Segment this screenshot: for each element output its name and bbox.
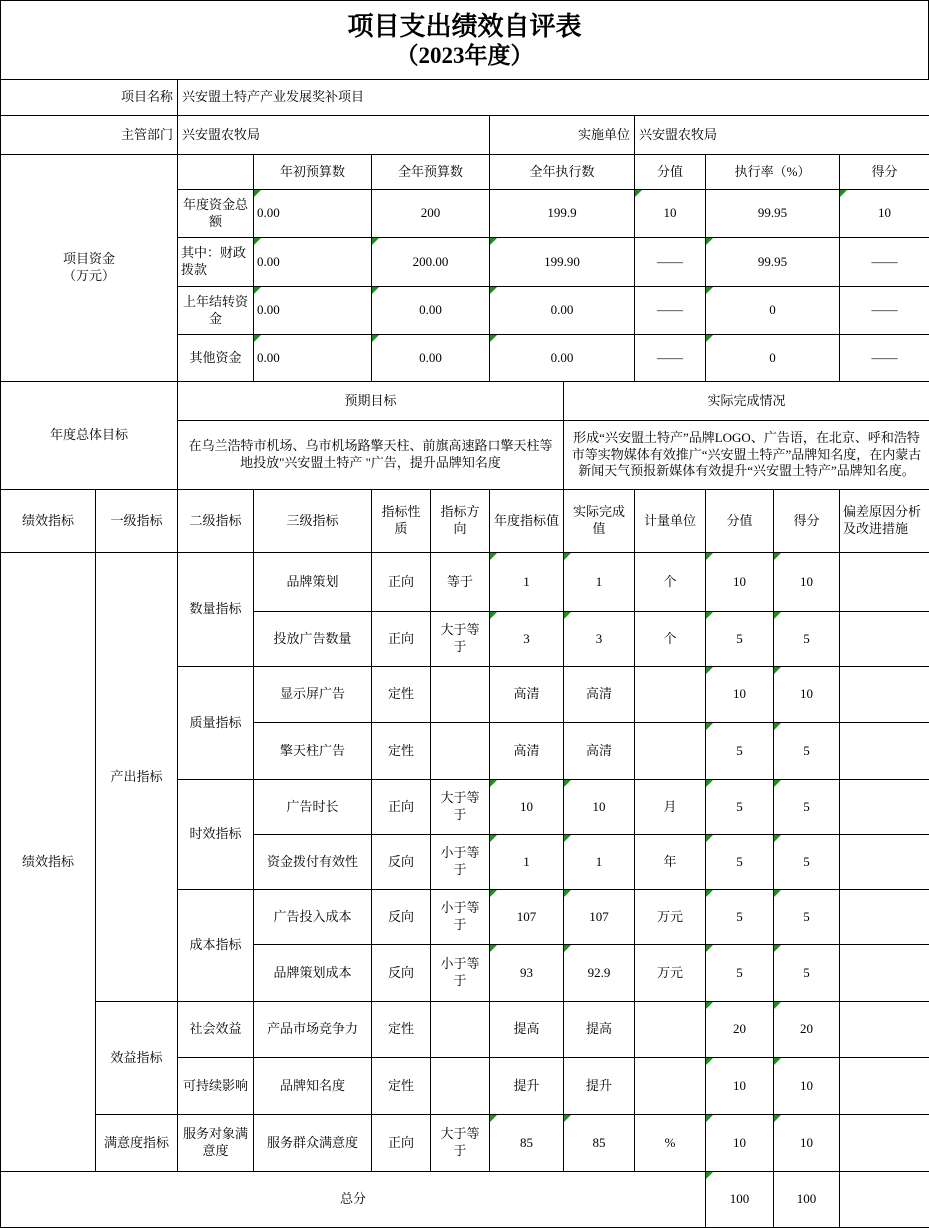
- total-score-row: [1, 1172, 929, 1228]
- page-title: 项目支出绩效自评表: [347, 11, 582, 41]
- table-cell: 0.00: [254, 190, 372, 238]
- table-cell: 正向: [372, 553, 431, 612]
- column-header: 分值: [706, 490, 774, 553]
- table-cell: 小于等于: [431, 945, 490, 1002]
- row-label: 其中：财政拨款: [178, 238, 254, 287]
- table-cell: 月: [635, 780, 706, 835]
- table-cell: 提高: [490, 1002, 564, 1058]
- level1-output: 产出指标: [96, 553, 178, 1002]
- table-cell: 大于等于: [431, 612, 490, 667]
- table-cell: 5: [706, 723, 774, 780]
- level2-cost: 成本指标: [178, 890, 254, 1002]
- table-cell: 10: [564, 780, 635, 835]
- table-cell: 10: [635, 190, 706, 238]
- table-cell: 200.00: [372, 238, 490, 287]
- level2-quality: 质量指标: [178, 667, 254, 780]
- table-cell: ——: [635, 287, 706, 335]
- table-cell: 高清: [490, 723, 564, 780]
- remark-cell: [840, 890, 929, 945]
- table-cell: 5: [774, 835, 840, 890]
- indicator-row: [1, 1002, 929, 1058]
- table-cell: 10: [706, 667, 774, 723]
- level2-quantity: 数量指标: [178, 553, 254, 667]
- total-points: 100: [706, 1172, 774, 1228]
- table-cell: 提升: [490, 1058, 564, 1115]
- table-cell: 个: [635, 612, 706, 667]
- remark-cell: [840, 1058, 929, 1115]
- table-cell: [635, 667, 706, 723]
- level1-satisfaction: 满意度指标: [96, 1115, 178, 1172]
- table-cell: 0.00: [490, 287, 635, 335]
- row-label: 年度资金总额: [178, 190, 254, 238]
- remark-cell: [840, 723, 929, 780]
- table-cell: %: [635, 1115, 706, 1172]
- column-header: 实际完成情况: [564, 382, 929, 421]
- table-cell: 5: [706, 612, 774, 667]
- table-cell: 0.00: [372, 287, 490, 335]
- table-cell: 定性: [372, 1058, 431, 1115]
- table-cell: 提高: [564, 1002, 635, 1058]
- table-cell: ——: [840, 287, 929, 335]
- funds-section-label-line2: （万元）: [62, 268, 115, 283]
- table-cell: 10: [840, 190, 929, 238]
- table-cell: 93: [490, 945, 564, 1002]
- column-header: 二级指标: [178, 490, 254, 553]
- table-cell: 定性: [372, 723, 431, 780]
- table-cell: 10: [774, 1058, 840, 1115]
- table-cell: 定性: [372, 667, 431, 723]
- annual-goals-table: [0, 381, 929, 490]
- table-cell: ——: [635, 335, 706, 382]
- table-cell: 0.00: [490, 335, 635, 382]
- table-cell: 品牌知名度: [254, 1058, 372, 1115]
- remark-cell: [840, 780, 929, 835]
- table-cell: 92.9: [564, 945, 635, 1002]
- dept-label: 主管部门: [1, 116, 178, 155]
- table-cell: 99.95: [706, 238, 840, 287]
- remark-cell: [840, 945, 929, 1002]
- table-cell: 高清: [564, 723, 635, 780]
- table-cell: 10: [774, 667, 840, 723]
- table-cell: 个: [635, 553, 706, 612]
- level2-sustainable: 可持续影响: [178, 1058, 254, 1115]
- table-cell: 10: [774, 553, 840, 612]
- table-cell: 提升: [564, 1058, 635, 1115]
- table-cell: 10: [706, 553, 774, 612]
- table-cell: 年: [635, 835, 706, 890]
- table-cell: 5: [774, 612, 840, 667]
- table-cell: [431, 1002, 490, 1058]
- table-cell: 大于等于: [431, 1115, 490, 1172]
- table-cell: 5: [774, 890, 840, 945]
- column-header: 指标方向: [431, 490, 490, 553]
- column-header: 实际完成值: [564, 490, 635, 553]
- table-cell: 品牌策划成本: [254, 945, 372, 1002]
- table-cell: 小于等于: [431, 890, 490, 945]
- column-header: 得分: [840, 155, 929, 190]
- row-label: 其他资金: [178, 335, 254, 382]
- table-cell: 0.00: [254, 238, 372, 287]
- funds-header-row: [1, 155, 929, 190]
- remark-cell: [840, 835, 929, 890]
- indicator-row: [1, 1115, 929, 1172]
- remark-cell: [840, 612, 929, 667]
- actual-completion-text: 形成“兴安盟土特产”品牌LOGO、广告语，在北京、呼和浩特市等实物媒体有效推广“兴安盟土特产”品牌知名度，在内蒙古新闻天气预报新媒体有效提升“兴安盟土特产”品牌知名度。: [564, 421, 929, 490]
- title-block: [0, 0, 929, 80]
- table-cell: 1: [564, 835, 635, 890]
- table-cell: 99.95: [706, 190, 840, 238]
- table-cell: [431, 723, 490, 780]
- column-header: 预期目标: [178, 382, 564, 421]
- table-cell: 等于: [431, 553, 490, 612]
- table-cell: 反向: [372, 890, 431, 945]
- dept-value: 兴安盟农牧局: [178, 116, 490, 155]
- table-cell: ——: [840, 238, 929, 287]
- table-cell: 199.90: [490, 238, 635, 287]
- project-funds-table: [0, 154, 929, 382]
- table-cell: 5: [774, 780, 840, 835]
- table-cell: 107: [490, 890, 564, 945]
- table-cell: 1: [490, 553, 564, 612]
- table-cell: 0: [706, 335, 840, 382]
- table-cell: 品牌策划: [254, 553, 372, 612]
- table-cell: 正向: [372, 780, 431, 835]
- table-cell: 0: [706, 287, 840, 335]
- table-cell: 广告时长: [254, 780, 372, 835]
- total-label: 总分: [1, 1172, 706, 1228]
- table-cell: 1: [490, 835, 564, 890]
- column-header: 三级指标: [254, 490, 372, 553]
- table-cell: 5: [774, 723, 840, 780]
- table-cell: 5: [706, 835, 774, 890]
- column-header: 指标性质: [372, 490, 431, 553]
- table-cell: 10: [774, 1115, 840, 1172]
- table-cell: 20: [774, 1002, 840, 1058]
- table-cell: ——: [635, 238, 706, 287]
- table-cell: 10: [706, 1115, 774, 1172]
- column-header: 年度指标值: [490, 490, 564, 553]
- column-header: 年初预算数: [254, 155, 372, 190]
- project-name-row: [1, 80, 929, 116]
- table-cell: [178, 155, 254, 190]
- level2-timeliness: 时效指标: [178, 780, 254, 890]
- funds-section-label: [1, 155, 178, 382]
- table-cell: 107: [564, 890, 635, 945]
- table-cell: 正向: [372, 1115, 431, 1172]
- table-cell: 199.9: [490, 190, 635, 238]
- column-header: 全年预算数: [372, 155, 490, 190]
- project-info-table: [0, 79, 929, 155]
- remark-cell: [840, 553, 929, 612]
- total-score: 100: [774, 1172, 840, 1228]
- table-cell: 5: [774, 945, 840, 1002]
- column-header: 得分: [774, 490, 840, 553]
- column-header: 分值: [635, 155, 706, 190]
- table-cell: 10: [706, 1058, 774, 1115]
- indicators-header-row: [1, 490, 929, 553]
- table-cell: [635, 723, 706, 780]
- table-cell: 85: [564, 1115, 635, 1172]
- table-cell: 10: [490, 780, 564, 835]
- performance-indicator-label: 绩效指标: [1, 553, 96, 1172]
- table-cell: 85: [490, 1115, 564, 1172]
- table-cell: 产品市场竞争力: [254, 1002, 372, 1058]
- unit-label: 实施单位: [490, 116, 635, 155]
- table-cell: 1: [564, 553, 635, 612]
- goals-header-row: [1, 382, 929, 421]
- table-cell: 反向: [372, 945, 431, 1002]
- table-cell: 200: [372, 190, 490, 238]
- table-cell: 3: [490, 612, 564, 667]
- row-label: 上年结转资金: [178, 287, 254, 335]
- column-header: 执行率（%）: [706, 155, 840, 190]
- remark-cell: [840, 667, 929, 723]
- table-cell: 大于等于: [431, 780, 490, 835]
- remark-cell: [840, 1002, 929, 1058]
- table-cell: 0.00: [254, 335, 372, 382]
- table-cell: 小于等于: [431, 835, 490, 890]
- table-cell: 3: [564, 612, 635, 667]
- expected-goal-text: 在乌兰浩特市机场、乌市机场路擎天柱、前旗高速路口擎天柱等地投放"兴安盟土特产 "广告，提升品牌知名度: [178, 421, 564, 490]
- remark-cell: [840, 1115, 929, 1172]
- table-cell: [431, 667, 490, 723]
- column-header: 一级指标: [96, 490, 178, 553]
- table-cell: 5: [706, 890, 774, 945]
- column-header: 全年执行数: [490, 155, 635, 190]
- goals-section-label: 年度总体目标: [1, 382, 178, 490]
- table-cell: 0.00: [254, 287, 372, 335]
- table-cell: 0.00: [372, 335, 490, 382]
- table-cell: 万元: [635, 890, 706, 945]
- department-row: [1, 116, 929, 155]
- level1-benefit: 效益指标: [96, 1002, 178, 1115]
- table-cell: 正向: [372, 612, 431, 667]
- unit-value: 兴安盟农牧局: [635, 116, 929, 155]
- table-cell: 广告投入成本: [254, 890, 372, 945]
- column-header: 绩效指标: [1, 490, 96, 553]
- table-cell: [431, 1058, 490, 1115]
- table-cell: 高清: [490, 667, 564, 723]
- table-cell: 反向: [372, 835, 431, 890]
- table-cell: 5: [706, 945, 774, 1002]
- table-cell: 定性: [372, 1002, 431, 1058]
- table-cell: ——: [840, 335, 929, 382]
- table-cell: [635, 1058, 706, 1115]
- performance-indicators-table: [0, 489, 929, 1228]
- table-cell: [635, 1002, 706, 1058]
- table-cell: 万元: [635, 945, 706, 1002]
- indicator-row: [1, 553, 929, 612]
- page-subtitle: （2023年度）: [395, 42, 534, 68]
- table-cell: 投放广告数量: [254, 612, 372, 667]
- column-header: 偏差原因分析及改进措施: [840, 490, 929, 553]
- level2-service-satisfaction: 服务对象满意度: [178, 1115, 254, 1172]
- table-cell: 擎天柱广告: [254, 723, 372, 780]
- table-cell: 20: [706, 1002, 774, 1058]
- table-cell: 资金拨付有效性: [254, 835, 372, 890]
- remark-cell: [840, 1172, 929, 1228]
- table-cell: 显示屏广告: [254, 667, 372, 723]
- level2-social: 社会效益: [178, 1002, 254, 1058]
- column-header: 计量单位: [635, 490, 706, 553]
- project-name-label: 项目名称: [1, 80, 178, 116]
- table-cell: 高清: [564, 667, 635, 723]
- table-cell: 5: [706, 780, 774, 835]
- funds-section-label-line1: 项目资金: [62, 251, 115, 267]
- project-name-value: 兴安盟土特产产业发展奖补项目: [178, 80, 929, 116]
- table-cell: 服务群众满意度: [254, 1115, 372, 1172]
